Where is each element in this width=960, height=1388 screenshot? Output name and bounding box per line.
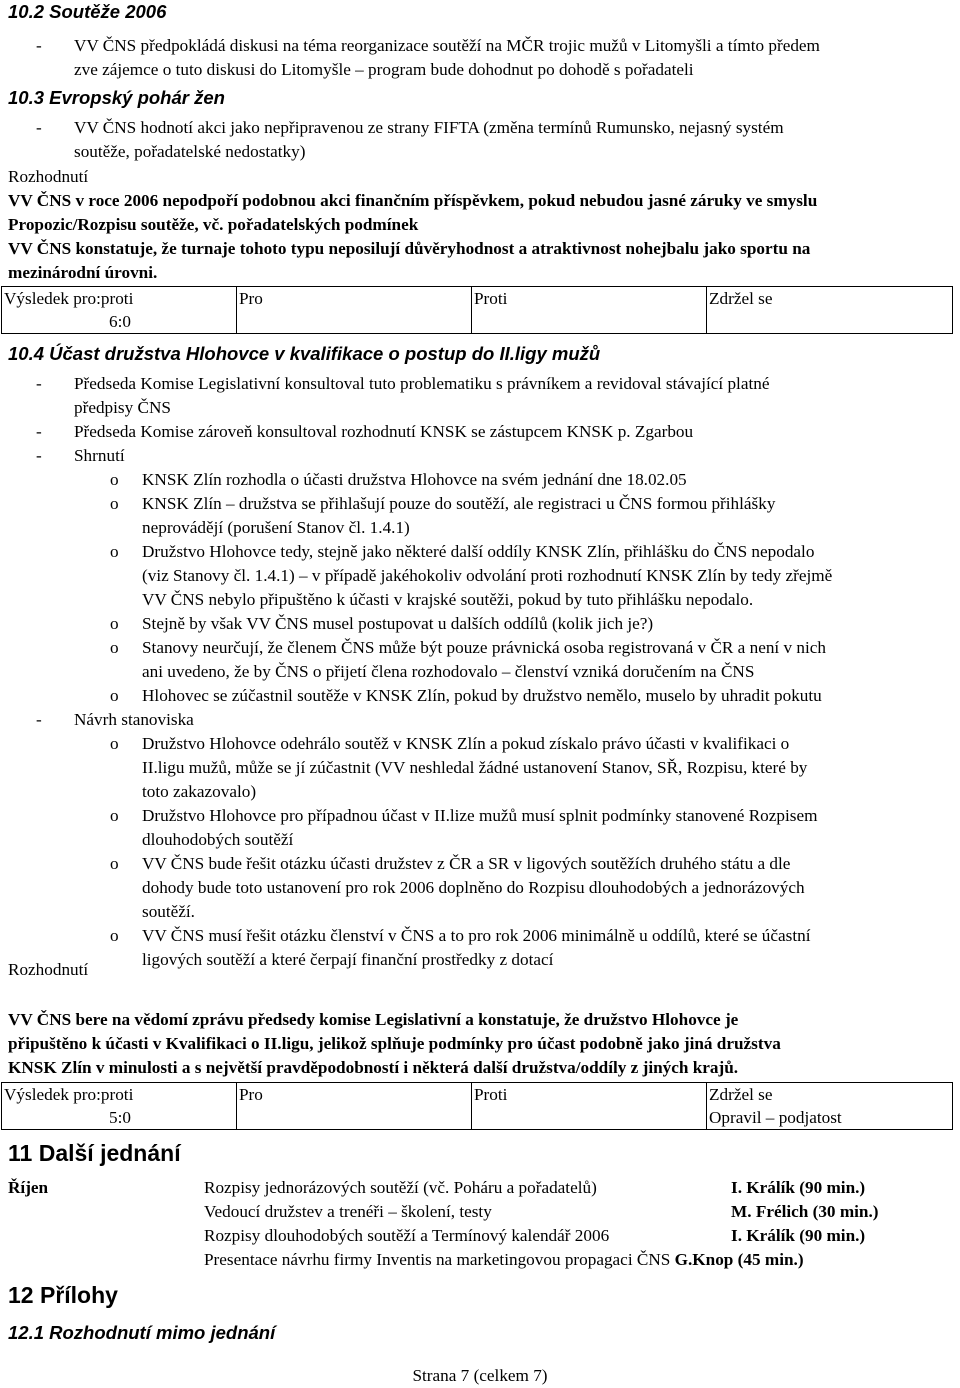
list-item <box>8 34 960 82</box>
list-item <box>8 372 954 420</box>
section-heading-12-1: 12.1 Rozhodnutí mimo jednání <box>8 1322 276 1343</box>
decision-text <box>8 1008 954 1080</box>
vote-header-proti: Proti <box>472 1083 707 1107</box>
text-line: Propozic/Rozpisu soutěže, vč. pořadatelských podmínek <box>8 215 419 234</box>
schedule-row <box>8 1176 954 1200</box>
text-line: ligových soutěží a které čerpají finanční prostředky z dotací <box>142 950 554 969</box>
page-footer: Strana 7 (celkem 7) <box>412 1366 548 1385</box>
sub-list-item <box>8 684 954 708</box>
text-line: VV ČNS v roce 2006 nepodpoří podobnou akci finančním příspěvkem, pokud nebudou jasné záruky ve smyslu <box>8 191 818 210</box>
schedule-topic: Rozpisy dlouhodobých soutěží a Termínový kalendář 2006 <box>204 1226 610 1245</box>
text-line: Stanovy neurčují, že členem ČNS může být pouze právnická osoba registrovaná v ČR a není v nich <box>142 638 826 657</box>
schedule-presenter: M. Frélich (30 min.) <box>731 1202 879 1221</box>
text-line: Předseda Komise zároveň konsultoval rozhodnutí KNSK se zástupcem KNSK p. Zgarbou <box>74 422 694 441</box>
section-heading-11: 11 Další jednání <box>8 1140 181 1166</box>
vote-header-abstain: Zdržel se <box>707 1083 953 1107</box>
schedule-month: Říjen <box>8 1178 49 1197</box>
text-line: VV ČNS předpokládá diskusi na téma reorganizace soutěží na MČR trojic mužů v Litomyšli a tímto předem <box>74 36 820 55</box>
schedule-presenter: G.Knop (45 min.) <box>674 1250 804 1269</box>
sub-list-item <box>8 924 954 972</box>
vote-header-pro: Pro <box>237 1083 472 1107</box>
text-line: připuštěno k účasti v Kvalifikaci o II.ligu, jelikož splňuje podmínky pro účast podobně jako jiná družstva <box>8 1034 781 1053</box>
text-line: předpisy ČNS <box>74 398 171 417</box>
vote-header-result: Výsledek pro:proti <box>2 1083 237 1107</box>
sub-list-item <box>8 540 954 612</box>
text-line: mezinárodní úrovni. <box>8 263 158 282</box>
vote-header-pro: Pro <box>237 287 472 311</box>
schedule-row <box>8 1248 954 1272</box>
vote-result: 6:0 <box>2 310 237 334</box>
text-line: (viz Stanovy čl. 1.4.1) – v případě jakéhokoliv odvolání proti rozhodnutí KNSK Zlín by tedy zřejmě <box>142 566 833 585</box>
sub-list-item <box>8 852 954 924</box>
vote-header-result: Výsledek pro:proti <box>2 287 237 311</box>
section-heading-12: 12 Přílohy <box>8 1282 118 1308</box>
text-line: KNSK Zlín – družstva se přihlašují pouze do soutěží, ale registraci u ČNS formou přihlášky <box>142 494 776 513</box>
list-item <box>8 444 954 468</box>
vote-proti <box>472 310 707 334</box>
text-line: Družstvo Hlohovce pro případnou účast v II.lize mužů musí splnit podmínky stanovené Rozpisem <box>142 806 818 825</box>
list-block <box>8 372 954 972</box>
text-line: toto zakazovalo) <box>142 782 257 801</box>
vote-result: 5:0 <box>2 1106 237 1130</box>
text-line: Družstvo Hlohovce odehrálo soutěž v KNSK Zlín a pokud získalo právo účasti v kvalifikaci o <box>142 734 790 753</box>
schedule-topic: Vedoucí družstev a trenéři – školení, testy <box>204 1202 492 1221</box>
schedule-table <box>8 1176 954 1272</box>
section-heading-10-2: 10.2 Soutěže 2006 <box>8 1 167 22</box>
text-line: Stejně by však VV ČNS musel postupovat u dalších oddílů (kolik jich je?) <box>142 614 654 633</box>
text-line: Návrh stanoviska <box>74 710 194 729</box>
circle-marker: o <box>110 638 119 657</box>
sub-list-item <box>8 636 954 684</box>
schedule-topic-with-presenter <box>204 1248 804 1272</box>
sub-list-item <box>8 492 954 540</box>
text-line: Shrnutí <box>74 446 125 465</box>
vote-pro <box>237 310 472 334</box>
list-item <box>8 116 960 164</box>
text-line: Předseda Komise Legislativní konsultoval tuto problematiku s právníkem a revidoval stávající platné <box>74 374 770 393</box>
schedule-presenter: I. Králík (90 min.) <box>731 1226 866 1245</box>
sub-list-item <box>8 804 954 852</box>
vote-proti <box>472 1106 707 1130</box>
dash-marker: - <box>36 710 42 729</box>
vote-abstain: Opravil – podjatost <box>707 1106 953 1130</box>
schedule-row <box>8 1224 954 1248</box>
circle-marker: o <box>110 686 119 705</box>
schedule-topic: Presentace návrhu firmy Inventis na marketingovou propagaci ČNS <box>204 1250 671 1269</box>
decision-label: Rozhodnutí <box>8 167 89 186</box>
text-line: zve zájemce o tuto diskusi do Litomyšle – program bude dohodnut po dohodě s pořadateli <box>74 60 694 79</box>
vote-abstain <box>707 310 953 334</box>
circle-marker: o <box>110 926 119 945</box>
text-line: dohody bude toto ustanovení pro rok 2006 doplněno do Rozpisu dlouhodobých a jednorázových <box>142 878 805 897</box>
dash-marker: - <box>36 446 42 465</box>
decision-label: Rozhodnutí <box>8 960 89 979</box>
sub-list-item <box>8 468 954 492</box>
section-heading-10-3: 10.3 Evropský pohár žen <box>8 87 225 108</box>
vote-table <box>1 1082 953 1130</box>
section-heading-10-4: 10.4 Účast družstva Hlohovce v kvalifikace o postup do II.ligy mužů <box>8 343 601 364</box>
sub-list-item <box>8 612 954 636</box>
dash-marker: - <box>36 422 42 441</box>
vote-table <box>1 286 953 334</box>
vote-pro <box>237 1106 472 1130</box>
text-line: soutěží. <box>142 902 195 921</box>
text-line: soutěže, pořadatelské nedostatky) <box>74 142 306 161</box>
text-line: VV ČNS musí řešit otázku členství v ČNS a to pro rok 2006 minimálně u oddílů, které se účastní <box>142 926 811 945</box>
sub-list-item <box>8 732 954 804</box>
text-line: ani uvedeno, že by ČNS o přijetí člena rozhodovalo – členství vzniká doručením na ČNS <box>142 662 755 681</box>
circle-marker: o <box>110 806 119 825</box>
vote-header-proti: Proti <box>472 287 707 311</box>
decision-text <box>8 189 954 285</box>
dash-marker: - <box>36 374 42 393</box>
schedule-topic: Rozpisy jednorázových soutěží (vč. Poháru a pořadatelů) <box>204 1178 597 1197</box>
list-item <box>8 708 954 732</box>
text-line: KNSK Zlín rozhodla o účasti družstva Hlohovce na svém jednání dne 18.02.05 <box>142 470 687 489</box>
text-line: II.ligu mužů, může se jí zúčastnit (VV neshledal žádné ustanovení Stanov, SŘ, Rozpisu, které by <box>142 758 808 777</box>
circle-marker: o <box>110 734 119 753</box>
circle-marker: o <box>110 494 119 513</box>
list-item <box>8 420 954 444</box>
schedule-presenter: I. Králík (90 min.) <box>731 1178 866 1197</box>
dash-marker: - <box>36 118 42 137</box>
text-line: VV ČNS nebylo připuštěno k účasti v krajské soutěži, pokud by tuto přihlášku nepodalo. <box>142 590 754 609</box>
circle-marker: o <box>110 542 119 561</box>
text-line: VV ČNS bere na vědomí zprávu předsedy komise Legislativní a konstatuje, že družstvo Hlohovce je <box>8 1010 739 1029</box>
text-line: VV ČNS hodnotí akci jako nepřipravenou ze strany FIFTA (změna termínů Rumunsko, nejasný systém <box>74 118 784 137</box>
text-line: neprovádějí (porušení Stanov čl. 1.4.1) <box>142 518 410 537</box>
text-line: VV ČNS bude řešit otázku účasti družstev z ČR a SR v ligových soutěžích druhého státu a dle <box>142 854 791 873</box>
circle-marker: o <box>110 614 119 633</box>
schedule-row <box>8 1200 954 1224</box>
text-line: VV ČNS konstatuje, že turnaje tohoto typu neposilují důvěryhodnost a atraktivnost nohejbalu jako sportu na <box>8 239 811 258</box>
circle-marker: o <box>110 854 119 873</box>
circle-marker: o <box>110 470 119 489</box>
dash-marker: - <box>36 36 42 55</box>
vote-header-abstain: Zdržel se <box>707 287 953 311</box>
text-line: Hlohovec se zúčastnil soutěže v KNSK Zlín, pokud by družstvo nemělo, muselo by uhradit pokutu <box>142 686 822 705</box>
text-line: Družstvo Hlohovce tedy, stejně jako některé další oddíly KNSK Zlín, přihlášku do ČNS nepodalo <box>142 542 815 561</box>
text-line: dlouhodobých soutěží <box>142 830 294 849</box>
text-line: KNSK Zlín v minulosti a s největší pravděpodobností i některá další družstva/oddíly z jiných krajů. <box>8 1058 739 1077</box>
